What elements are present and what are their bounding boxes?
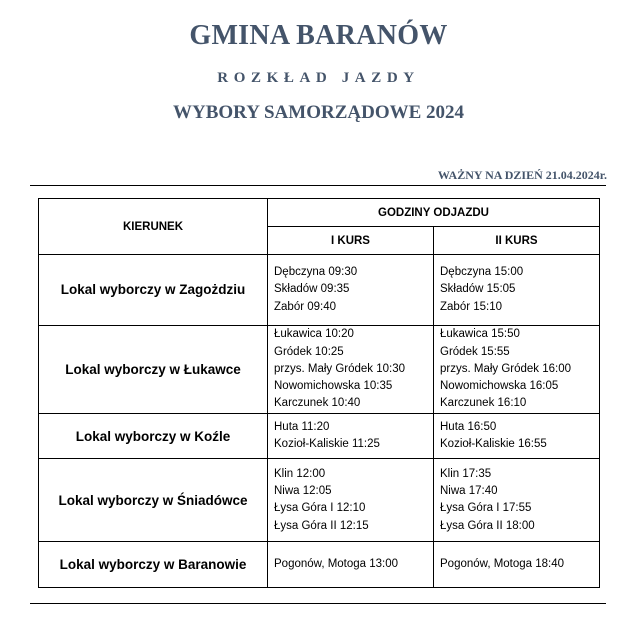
direction-cell: Lokal wyborczy w Baranowie (39, 542, 268, 588)
stop-time: przys. Mały Gródek 16:00 (440, 362, 572, 375)
stop-time: Składów 09:35 (274, 283, 350, 296)
stop-time: Huta 11:20 (274, 420, 330, 433)
stop-time: Łysa Góra I 17:55 (440, 502, 532, 515)
valid-date: WAŻNY NA DZIEŃ 21.04.2024r. (437, 168, 607, 182)
direction-cell: Lokal wyborczy w Zagożdziu (39, 255, 268, 326)
stop-time: Łysa Góra I 12:10 (274, 502, 366, 515)
event-title: WYBORY SAMORZĄDOWE 2024 (172, 102, 465, 123)
run-1-cell (268, 325, 434, 413)
stop-time: Pogonów, Motoga 18:40 (440, 558, 565, 571)
stop-time: Niwa 17:40 (440, 485, 498, 498)
stop-time: Nowomichowska 16:05 (440, 379, 559, 392)
run-2-cell (434, 413, 600, 459)
stop-time: Składów 15:05 (440, 283, 516, 296)
table-row (39, 255, 600, 326)
table-row (39, 325, 600, 413)
run-2-cell (434, 325, 600, 413)
page-title: GMINA BARANÓW (189, 20, 448, 51)
table-row (39, 413, 600, 459)
run-1-cell (268, 459, 434, 542)
header-run-2: II KURS (434, 227, 600, 255)
stop-time: Klin 12:00 (274, 468, 326, 481)
run-1-cell (268, 413, 434, 459)
stop-time: Nowomichowska 10:35 (274, 379, 393, 392)
stop-time: Łukawica 10:20 (274, 328, 354, 341)
header-times: GODZINY ODJAZDU (268, 199, 600, 227)
stop-time: Łysa Góra II 18:00 (440, 519, 535, 532)
run-1-cell (268, 542, 434, 588)
stop-time: Gródek 15:55 (440, 345, 510, 358)
stop-time: Karczunek 16:10 (440, 397, 527, 410)
stop-time: Łysa Góra II 12:15 (274, 519, 369, 532)
top-divider (30, 185, 606, 186)
run-2-cell (434, 255, 600, 326)
stop-time: Dębczyna 15:00 (440, 266, 524, 279)
run-2-cell (434, 459, 600, 542)
stop-time: Zabór 15:10 (440, 300, 503, 313)
run-2-cell (434, 542, 600, 588)
stop-time: Dębczyna 09:30 (274, 266, 358, 279)
stop-time: Pogonów, Motoga 13:00 (274, 558, 399, 571)
stop-time: Zabór 09:40 (274, 300, 337, 313)
stop-time: Klin 17:35 (440, 468, 492, 481)
stop-time: Łukawica 15:50 (440, 328, 520, 341)
stop-time: Kozioł-Kaliskie 16:55 (440, 438, 547, 451)
run-1-cell (268, 255, 434, 326)
direction-cell: Lokal wyborczy w Śniadówce (39, 459, 268, 542)
table-row (39, 459, 600, 542)
direction-cell: Lokal wyborczy w Koźle (39, 413, 268, 459)
header-direction: KIERUNEK (39, 199, 268, 255)
stop-time: przys. Mały Gródek 10:30 (274, 362, 406, 375)
stop-time: Niwa 12:05 (274, 485, 332, 498)
direction-cell: Lokal wyborczy w Łukawce (39, 325, 268, 413)
schedule-table (38, 198, 600, 588)
bottom-divider (30, 603, 606, 604)
stop-time: Huta 16:50 (440, 420, 497, 433)
header-run-1: I KURS (268, 227, 434, 255)
table-row (39, 542, 600, 588)
stop-time: Gródek 10:25 (274, 345, 344, 358)
stop-time: Kozioł-Kaliskie 11:25 (274, 438, 380, 451)
stop-time: Karczunek 10:40 (274, 397, 361, 410)
page-subtitle: ROZKŁAD JAZDY (217, 70, 420, 86)
